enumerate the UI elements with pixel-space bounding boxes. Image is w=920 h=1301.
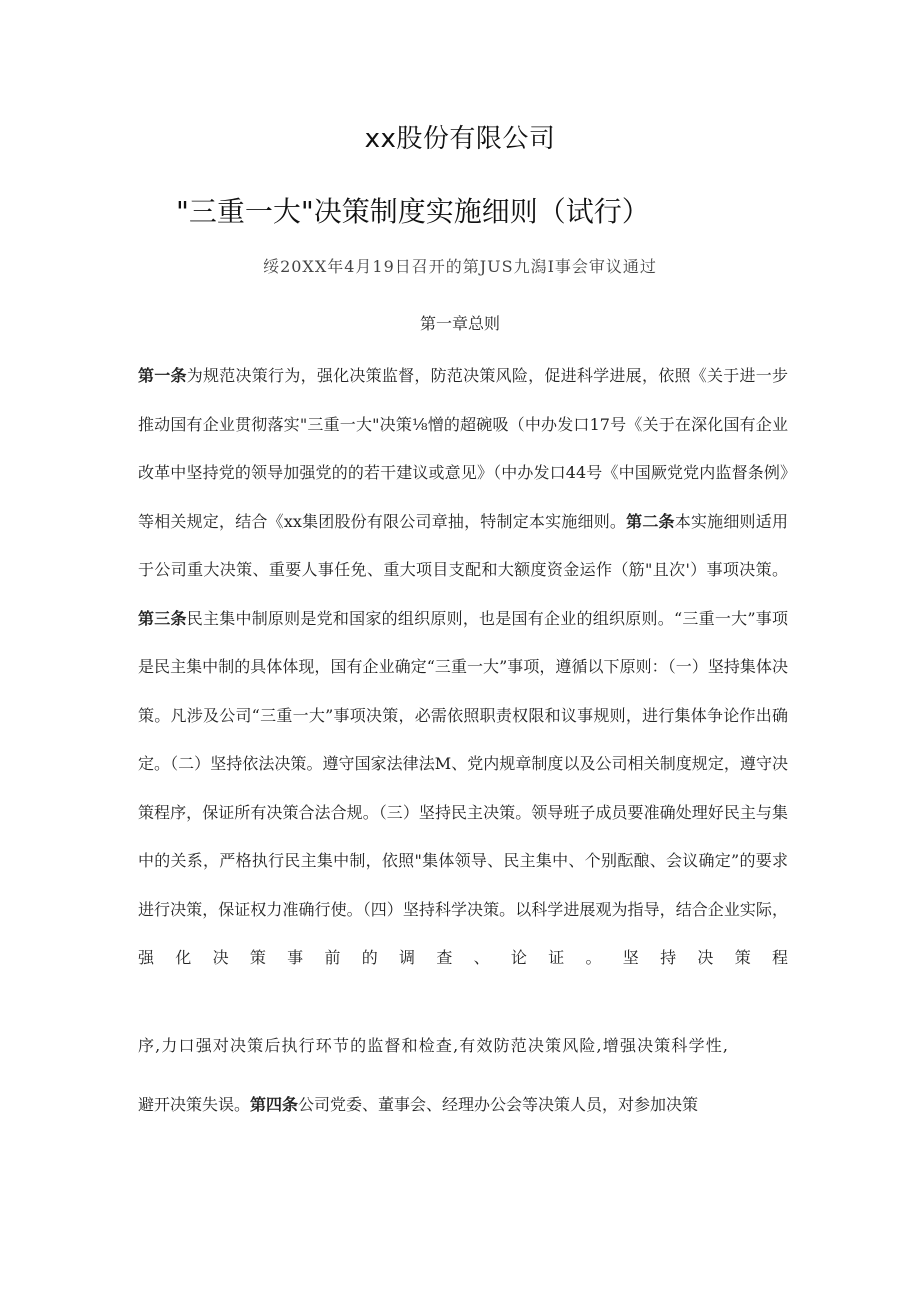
last-line [138,1092,698,1115]
body-paragraph [138,352,788,983]
article-2-label: 第二条 [626,511,675,531]
article-3-text: 民主集中制原则是党和国家的组织原则，也是国有企业的组织原则。“三重一大”事项是民主集中制的具体体现，国有企业确定“三重一大”事项，遵循以下原则：（一）坚持集体决策。凡涉及公司“三重一大”事项决策，必需依照职责权限和议事规则，进行集体争论作出确定。（二）坚持依法决策。遵守国家法律法M、党内规章制度以及公司相关制度规定，遵守决策程序，保证所有决策合法合规。（三）坚持民主决策。领导班子成员要准确处理好民主与集中的关系，严格执行民主集中制，依照"集体领导、民主集中、个别酝酿、会议确定”的要求进行决策，保证权力准确行使。（四）坚持科学决策。以科学进展观为指导，结合企业实际，强化决策事前的调查、论证。坚持决策程 [138,608,788,967]
regulation-title: "三重一大"决策制度实施细则（试行） [176,195,650,228]
article-2-text: 本实施细则适用于公司重大决策、重要人事任免、重大项目支配和大额度资金运作（筋"且次'）事项决策。 [138,511,788,579]
approval-note: 绥20XX年4月19日召开的第JUS九潟I事会审议通过 [263,257,657,276]
last-line-text: 避开决策失误。 [138,1095,251,1114]
article-1-text: 为规范决策行为，强化决策监督，防范决策风险，促进科学进展，依照《关于进一步推动国有企业贯彻落实"三重一大"决策⅛憎的超碗吸（中办发口17号《关于在深化国有企业改革中坚持党的领导加强党的的若干建议或意见》（中办发口44号《中国厥党党内监督条例》等相关规定，结合《xx集团股份有限公司章抽，特制定本实施细则。 [138,366,788,531]
article-1-label: 第一条 [138,366,187,385]
company-title: xx股份有限公司 [364,124,556,154]
article-4-text: 公司党委、董事会、经理办公会等决策人员，对参加决策 [298,1095,699,1114]
continuation-line: 序,力口强对决策后执行环节的监督和检查,有效防范决策风险,增强决策科学性, [138,1036,728,1055]
article-3-label: 第三条 [138,608,187,628]
chapter-heading: 第一章总则 [419,314,500,333]
article-4-label: 第四条 [250,1095,299,1114]
